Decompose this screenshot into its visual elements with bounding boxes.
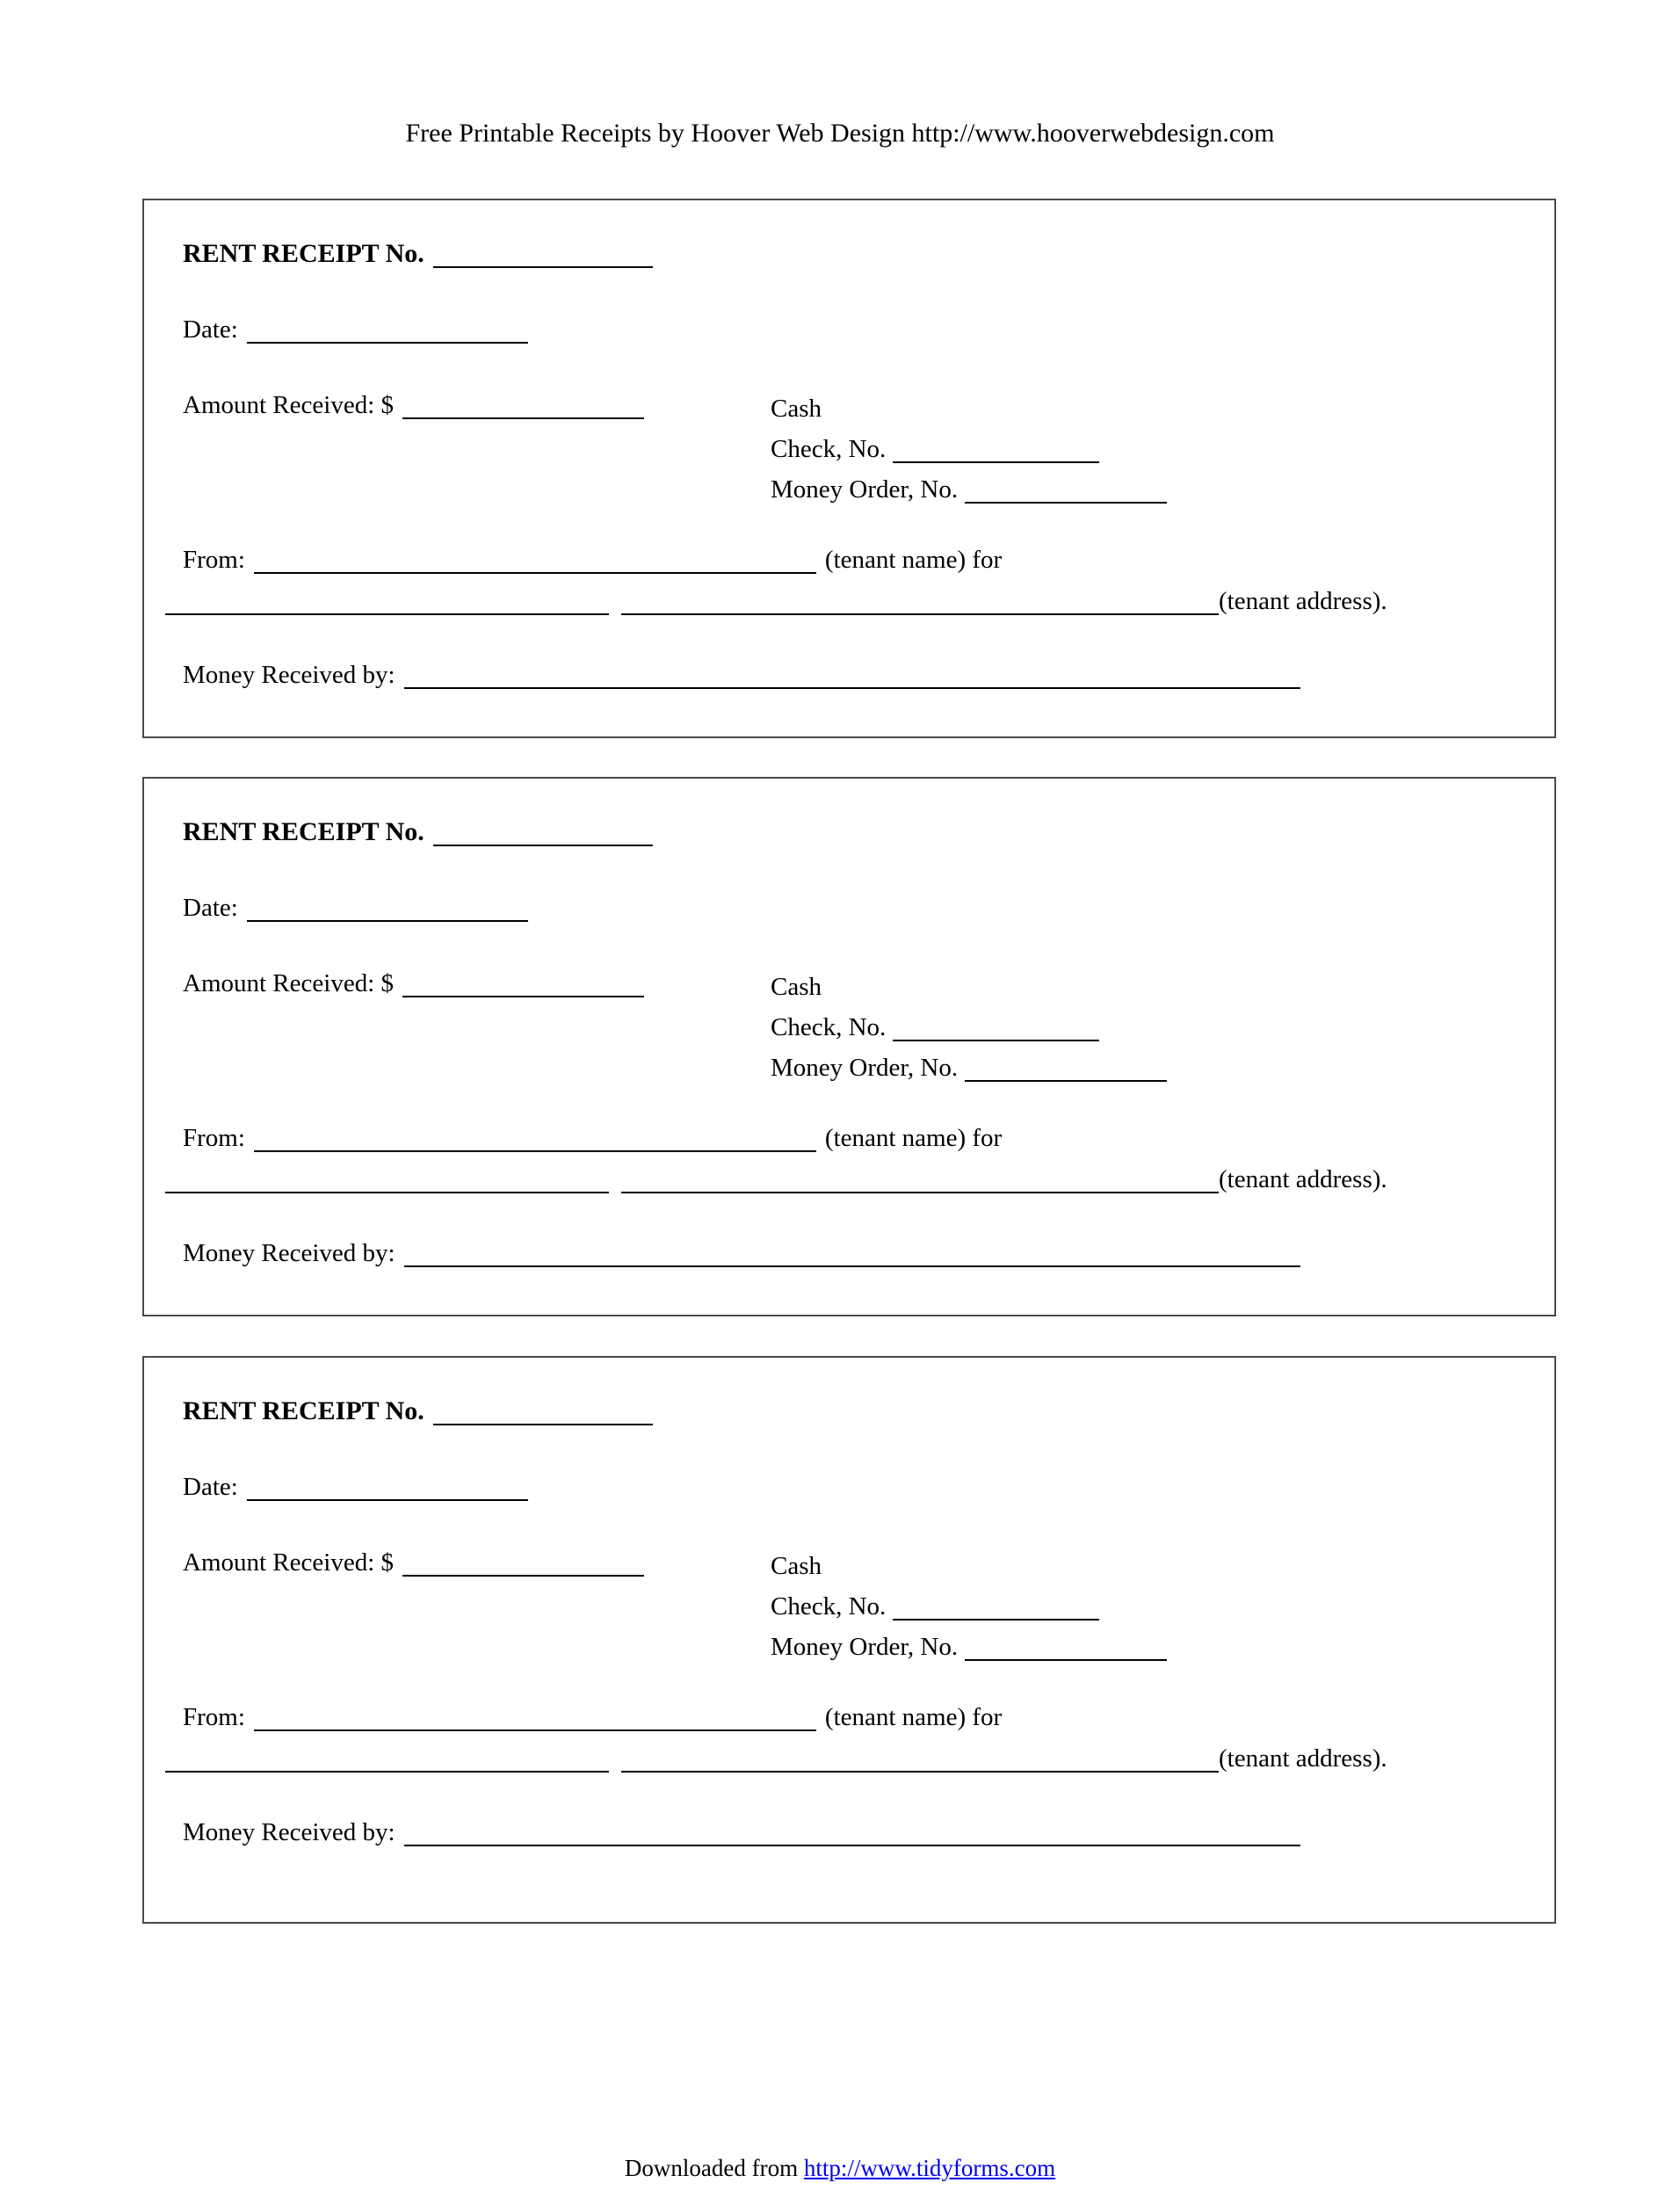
check-number-blank [893,438,1099,463]
cash-label: Cash [771,973,822,1001]
received-by-label: Money Received by: [183,1818,395,1846]
receipt-title: RENT RECEIPT No. [183,239,424,268]
receipt-title-row [183,816,653,849]
footer-link[interactable]: http://www.tidyforms.com [803,2155,1056,2181]
received-by-row [183,1236,1300,1270]
received-by-blank [404,1821,1300,1846]
footer-text: Downloaded from [624,2155,804,2181]
check-label: Check, No. [771,1592,887,1621]
money-order-number-blank [965,478,1167,504]
tenant-address-suffix: (tenant address). [1219,1165,1387,1193]
date-row [183,891,528,924]
payment-method-block [771,388,1167,510]
date-blank [247,1476,528,1501]
tenant-address-suffix: (tenant address). [1219,1744,1387,1773]
money-order-number-blank [965,1056,1167,1082]
money-order-line [771,1048,1167,1088]
amount-label: Amount Received: $ [183,391,395,419]
check-line [771,1586,1167,1627]
tenant-name-blank [254,548,816,574]
tenant-address-blank-1 [165,1747,609,1773]
date-blank [247,318,528,344]
receipt-number-blank [433,242,653,268]
address-row [165,584,1387,618]
amount-label: Amount Received: $ [183,1548,395,1577]
tenant-address-blank-2 [621,1747,1219,1773]
tenant-name-suffix: (tenant name) for [824,1703,1003,1731]
date-blank [247,896,528,922]
received-by-label: Money Received by: [183,1239,395,1267]
amount-label: Amount Received: $ [183,969,395,997]
check-line [771,429,1167,469]
amount-row [183,1546,644,1579]
date-row [183,1470,528,1504]
check-label: Check, No. [771,435,887,463]
tenant-name-suffix: (tenant name) for [824,1124,1003,1152]
received-by-blank [404,663,1300,689]
payment-method-block [771,1546,1167,1667]
date-label: Date: [183,1473,238,1501]
rent-receipt-form [142,777,1556,1316]
amount-blank [402,972,644,997]
from-row [183,1700,1002,1734]
tenant-address-blank-1 [165,1168,609,1193]
from-row [183,543,1002,576]
tenant-address-blank-2 [621,1168,1219,1193]
receipt-title-row [183,1395,653,1428]
address-row [165,1742,1387,1775]
received-by-blank [404,1242,1300,1267]
receipt-title: RENT RECEIPT No. [183,1396,424,1425]
tenant-address-suffix: (tenant address). [1219,587,1387,615]
receipt-title: RENT RECEIPT No. [183,817,424,846]
receipt-title-row [183,237,653,271]
check-number-blank [893,1595,1099,1621]
from-label: From: [183,1124,245,1152]
received-by-label: Money Received by: [183,661,395,689]
check-label: Check, No. [771,1013,887,1041]
receipt-number-blank [433,1399,653,1425]
address-row [165,1163,1387,1196]
check-line [771,1007,1167,1048]
date-row [183,313,528,346]
from-row [183,1121,1002,1155]
money-order-line [771,1627,1167,1667]
received-by-row [183,658,1300,692]
cash-label: Cash [771,1552,822,1580]
tenant-name-blank [254,1127,816,1152]
money-order-line [771,469,1167,510]
amount-blank [402,394,644,419]
amount-row [183,388,644,422]
money-order-label: Money Order, No. [771,1633,959,1661]
from-label: From: [183,1703,245,1731]
rent-receipt-form [142,1356,1556,1924]
check-number-blank [893,1016,1099,1041]
money-order-label: Money Order, No. [771,1054,959,1082]
tenant-name-blank [254,1706,816,1731]
date-label: Date: [183,894,238,922]
receipt-number-blank [433,820,653,846]
date-label: Date: [183,315,238,344]
cash-label: Cash [771,395,822,423]
from-label: From: [183,546,245,574]
page-header: Free Printable Receipts by Hoover Web Design http://www.hooverwebdesign.com [405,119,1275,148]
amount-row [183,967,644,1000]
page-footer [0,2155,1680,2182]
amount-blank [402,1551,644,1577]
money-order-label: Money Order, No. [771,475,959,504]
tenant-name-suffix: (tenant name) for [824,546,1003,574]
money-order-number-blank [965,1635,1167,1661]
rent-receipt-form [142,199,1556,738]
tenant-address-blank-2 [621,590,1219,615]
payment-method-block [771,967,1167,1088]
tenant-address-blank-1 [165,590,609,615]
received-by-row [183,1816,1300,1849]
